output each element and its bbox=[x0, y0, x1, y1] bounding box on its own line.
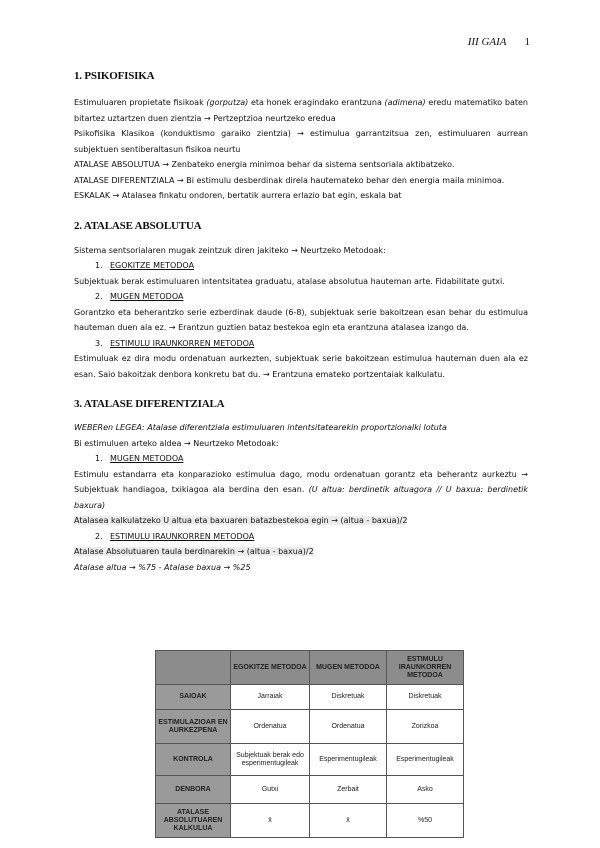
document-body bbox=[74, 70, 528, 575]
table-cell: Diskretuak bbox=[310, 685, 387, 710]
table-cell: Diskretuak bbox=[387, 685, 464, 710]
table-cell: Zerbait bbox=[310, 776, 387, 804]
table-cell: x̄ bbox=[231, 804, 310, 838]
table-row bbox=[156, 804, 464, 838]
s3-method-2-text: Atalase Absolutuaren taula berdinarekin → (altua - baxua)/2 bbox=[74, 547, 314, 556]
s2-method-3-text: Estimuluak ez dira modu ordenatuan aurkezten, subjektuak serie bakoitzean estimulua hauteman duen ala ez esan. Saio bakoitzak denbora konkretu bat du. → Erantzuna emateko portzentaiak kalkulatu. bbox=[74, 354, 528, 379]
table-header-row bbox=[156, 651, 464, 685]
s1-paragraph-1: Estimuluaren propietate fisikoak (gorputza) eta honek eragindako erantzuna (adimena) eredu matematiko baten bitartez uztartzen duen zientzia → Pertzeptzioa neurtzeko eredua bbox=[74, 98, 528, 123]
table-header-cell: MUGEN METODOA bbox=[310, 651, 387, 685]
s3-method-1-heading: 1. MUGEN METODOA bbox=[95, 454, 184, 463]
s3-method-1-formula: Atalasea kalkulatzeko U altua eta baxuaren batazbestekoa egin → (altua - baxua)/2 bbox=[74, 516, 408, 525]
table-cell: Gutxi bbox=[231, 776, 310, 804]
table-cell: Esperimentugileak bbox=[387, 744, 464, 776]
s3-method-2-percentages: Atalase altua → %75 - Atalase baxua → %25 bbox=[74, 562, 251, 572]
weber-law: WEBERen LEGEA: Atalase diferentziala estimuluaren intentsitatearekin proportzionalki lotuta bbox=[74, 423, 447, 432]
table-row bbox=[156, 776, 464, 804]
header-title: III GAIA bbox=[467, 36, 507, 48]
table-cell: Subjektuak berak edo esperimentugileak bbox=[231, 744, 310, 776]
row-header-cell: ESTIMULAZIOAR EN AURKEZPENA bbox=[156, 710, 231, 744]
table-cell: Asko bbox=[387, 776, 464, 804]
s1-paragraph-5: ESKALAK → Atalasea finkatu ondoren, bertatik aurrera erlazio bat egin, eskala bat bbox=[74, 191, 402, 200]
s2-method-3-heading: 3. ESTIMULU IRAUNKORREN METODOA bbox=[95, 338, 255, 348]
section-3-title: 3. ATALASE DIFERENTZIALA bbox=[74, 398, 225, 410]
page-header bbox=[468, 36, 530, 48]
table-header-cell bbox=[156, 651, 231, 685]
s1-paragraph-3: ATALASE ABSOLUTUA → Zenbateko energia minimoa behar da sistema sentsoriala aktibatzeko. bbox=[74, 160, 455, 169]
methods-comparison-table bbox=[155, 650, 464, 838]
row-header-cell: KONTROLA bbox=[156, 744, 231, 776]
section-1-title: 1. PSIKOFISIKA bbox=[74, 70, 155, 82]
table-cell: x̄ bbox=[310, 804, 387, 838]
s2-method-2-heading: 2. MUGEN METODOA bbox=[95, 292, 184, 301]
table-cell: %50 bbox=[387, 804, 464, 838]
page-number: 1 bbox=[524, 36, 530, 48]
s3-intro: Bi estimuluen arteko aldea → Neurtzeko Metodoak: bbox=[74, 438, 279, 448]
s2-method-1-heading: 1. EGOKITZE METODOA bbox=[95, 261, 195, 270]
table-row bbox=[156, 744, 464, 776]
table-cell: Jarraiak bbox=[231, 685, 310, 710]
s3-method-2-heading: 2. ESTIMULU IRAUNKORREN METODOA bbox=[95, 531, 255, 541]
table-header-cell: ESTIMULU IRAUNKORREN METODOA bbox=[387, 651, 464, 685]
s2-method-1-text: Subjektuak berak estimuluaren intentsitatea graduatu, atalase absolutua hauteman arte. Fidabilitate gutxi. bbox=[74, 276, 505, 286]
table-cell: Ordenatua bbox=[231, 710, 310, 744]
s1-paragraph-4: ATALASE DIFERENTZIALA → Bi estimulu desberdinak direla hautemateko behar den energia maila minimoa. bbox=[74, 175, 505, 185]
row-header-cell: SAIOAK bbox=[156, 685, 231, 710]
table-cell: Ordenatua bbox=[310, 710, 387, 744]
row-header-cell: DENBORA bbox=[156, 776, 231, 804]
table-cell: Esperimentugileak bbox=[310, 744, 387, 776]
section-2-title: 2. ATALASE ABSOLUTUA bbox=[74, 219, 202, 232]
row-header-cell: ATALASE ABSOLUTUAREN KALKULUA bbox=[156, 804, 231, 838]
s2-method-2-text: Gorantzko eta beherantzko serie ezberdinak daude (6-8), subjektuak serie bakoitzean esan behar du estimulua hauteman duen ala ez. → Erantzun guztien bataz bestekoa egin eta erantzuna atalasea izango da. bbox=[74, 307, 528, 332]
s2-intro: Sistema sentsorialaren mugak zeintzuk diren jakiteko → Neurtzeko Metodoak: bbox=[74, 245, 386, 255]
table-cell: Zorizkoa bbox=[387, 710, 464, 744]
s3-method-1-text: Estimulu estandarra eta konparazioko estimulua dago, modu ordenatuan gorantz eta beherantz aurkeztu → Subjektuak handiagoa, txikiagoa ala berdina den esan. (U altua: berdinetik altuagora // U baxua: berdinetik baxura) bbox=[74, 469, 529, 510]
table-row bbox=[156, 710, 464, 744]
table-header-cell: EGOKITZE METODOA bbox=[231, 651, 310, 685]
s1-paragraph-2: Psikofisika Klasikoa (konduktismo garaiko zientzia) → estimulua garrantzitsua zen, estimuluaren aurrean subjektuen sentiberaltasun fisikoa neurtu bbox=[74, 129, 528, 154]
table-row bbox=[156, 685, 464, 710]
